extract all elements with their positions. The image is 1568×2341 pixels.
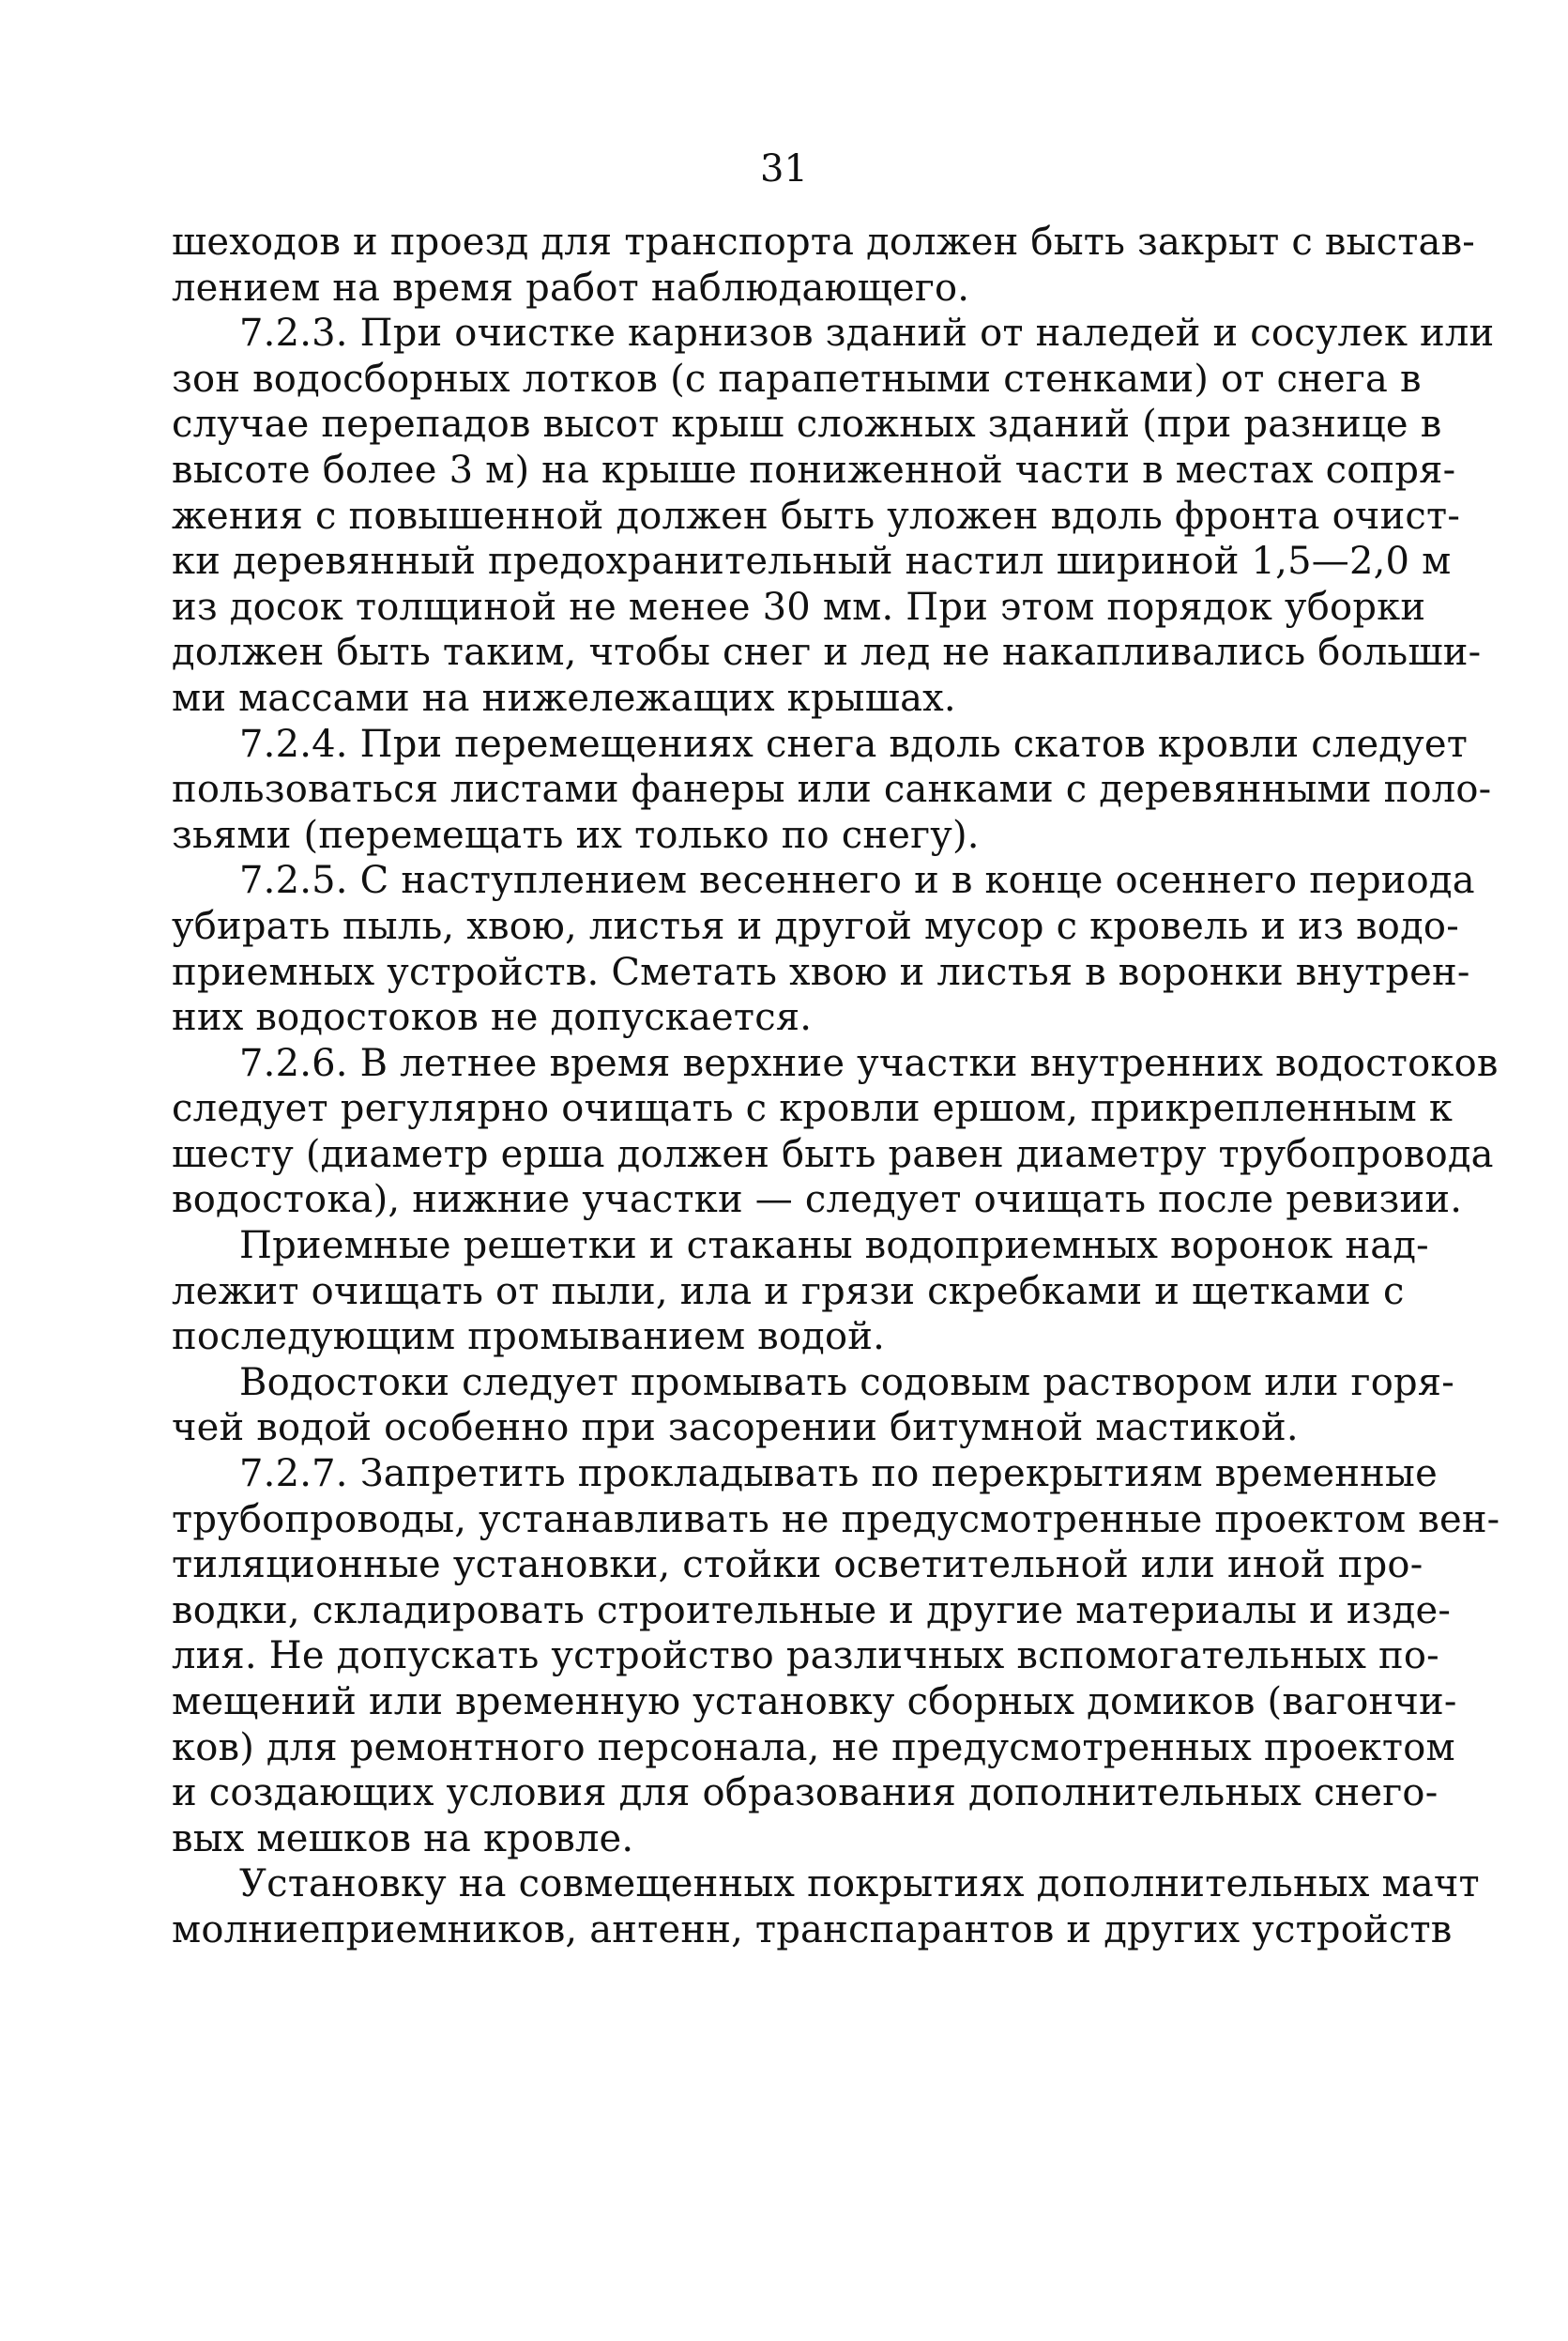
body-text bbox=[172, 220, 1500, 1953]
text-line: пользоваться листами фанеры или санками с деревянными поло- bbox=[172, 768, 1492, 812]
text-line: вых мешков на кровле. bbox=[172, 1816, 634, 1860]
text-line: жения с повышенной должен быть уложен вдоль фронта очист- bbox=[172, 494, 1461, 538]
text-line: убирать пыль, хвою, листья и другой мусор с кровель и из водо- bbox=[172, 904, 1459, 948]
text-line: случае перепадов высот крыш сложных зданий (при разнице в bbox=[172, 403, 1442, 447]
text-line: зьями (перемещать их только по снегу). bbox=[172, 813, 980, 857]
text-line: молниеприемников, антенн, транспарантов и других устройств bbox=[172, 1907, 1453, 1951]
text-line: 7.2.3. При очистке карнизов зданий от наледей и сосулек или bbox=[239, 312, 1495, 356]
text-line: 7.2.7. Запретить прокладывать по перекрытиям временные bbox=[239, 1452, 1438, 1496]
page-number: 31 bbox=[760, 147, 808, 191]
text-line: трубопроводы, устанавливать не предусмотренные проектом вен- bbox=[172, 1497, 1500, 1541]
text-line: лежит очищать от пыли, ила и грязи скребками и щетками с bbox=[172, 1269, 1405, 1313]
text-line: чей водой особенно при засорении битумной мастикой. bbox=[172, 1406, 1299, 1450]
text-line: водки, складировать строительные и другие материалы и изде- bbox=[172, 1588, 1452, 1632]
text-line: 7.2.6. В летнее время верхние участки внутренних водостоков bbox=[239, 1041, 1499, 1085]
text-line: шеходов и проезд для транспорта должен быть закрыт с выстав- bbox=[172, 221, 1476, 264]
text-line: следует регулярно очищать с кровли ершом, прикрепленным к bbox=[172, 1087, 1454, 1131]
text-line: Установку на совмещенных покрытиях дополнительных мачт bbox=[239, 1862, 1480, 1906]
text-line: ки деревянный предохранительный настил шириной 1,5—2,0 м bbox=[172, 540, 1452, 584]
text-line: из досок толщиной не менее 30 мм. При этом порядок уборки bbox=[172, 585, 1426, 629]
text-line: последующим промыванием водой. bbox=[172, 1315, 886, 1359]
text-line: ков) для ремонтного персонала, не предусмотренных проектом bbox=[172, 1725, 1455, 1769]
text-line: лия. Не допускать устройство различных вспомогательных по- bbox=[172, 1634, 1439, 1678]
text-line: зон водосборных лотков (с парапетными стенками) от снега в bbox=[172, 357, 1422, 401]
text-line: тиляционные установки, стойки осветительной или иной про- bbox=[172, 1543, 1423, 1587]
text-line: водостока), нижние участки — следует очищать после ревизии. bbox=[172, 1178, 1463, 1222]
text-line: них водостоков не допускается. bbox=[172, 996, 813, 1040]
text-line: должен быть таким, чтобы снег и лед не накапливались больши- bbox=[172, 631, 1482, 675]
text-line: высоте более 3 м) на крыше пониженной части в местах сопря- bbox=[172, 448, 1456, 492]
text-line: лением на время работ наблюдающего. bbox=[172, 266, 970, 310]
text-line: мещений или временную установку сборных домиков (вагончи- bbox=[172, 1680, 1457, 1723]
text-line: 7.2.4. При перемещениях снега вдоль скатов кровли следует bbox=[239, 722, 1469, 766]
text-line: шесту (диаметр ерша должен быть равен диаметру трубопровода bbox=[172, 1132, 1494, 1176]
text-line: и создающих условия для образования дополнительных снего- bbox=[172, 1771, 1439, 1815]
text-line: Водостоки следует промывать содовым раствором или горя- bbox=[239, 1360, 1454, 1404]
text-line: приемных устройств. Сметать хвою и листья в воронки внутрен- bbox=[172, 950, 1470, 994]
text-line: ми массами на нижележащих крышах. bbox=[172, 676, 956, 720]
text-line: Приемные решетки и стаканы водоприемных воронок над- bbox=[239, 1224, 1429, 1268]
text-line: 7.2.5. С наступлением весеннего и в конце осеннего периода bbox=[239, 859, 1475, 903]
